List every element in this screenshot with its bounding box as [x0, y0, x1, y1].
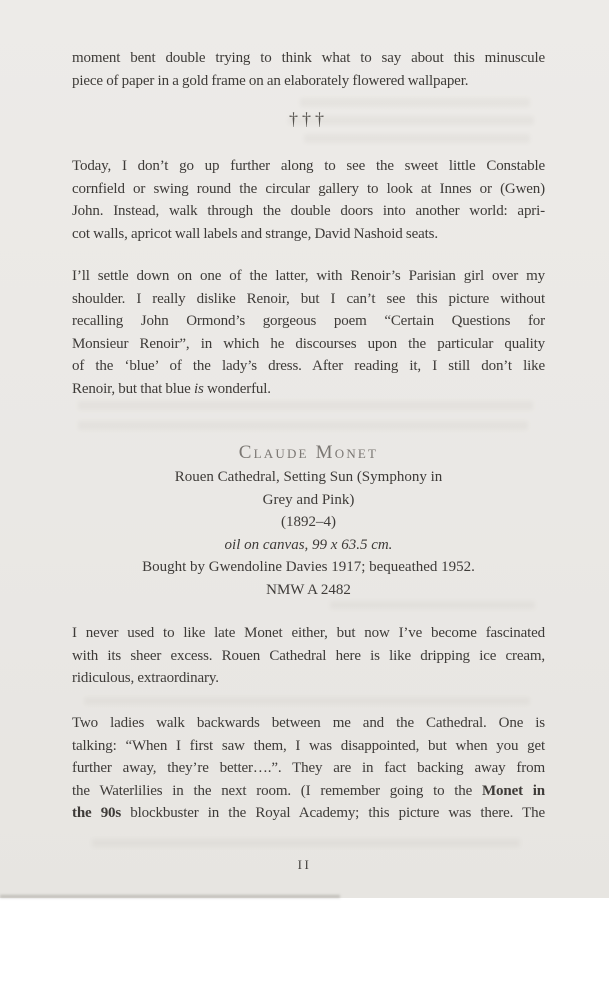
text-line: the Waterlilies in the next room. (I remember going to the Monet in — [72, 782, 545, 799]
text-line: moment bent double trying to think what to say about this minuscule — [72, 50, 545, 66]
text-line: I never used to like late Monet either, but now I’ve become fascinated — [72, 625, 545, 641]
text-line: (1892–4) — [281, 514, 336, 530]
bleed-through-artifact — [304, 134, 530, 143]
text-line: I’ll settle down on one of the latter, with Renoir’s Parisian girl over my — [72, 268, 545, 284]
text-line: Grey and Pink) — [262, 491, 355, 508]
catalogue-details — [72, 466, 545, 601]
text-line: ridiculous, extraordinary. — [72, 670, 219, 686]
paragraph — [72, 622, 545, 690]
paragraph — [72, 265, 545, 400]
text-line: Bought by Gwendoline Davies 1917; bequeathed 1952. — [142, 559, 475, 575]
artist-name-heading: Claude Monet — [238, 442, 379, 463]
dagger-ornament: ††† — [289, 109, 328, 129]
text-line: recalling John Ormond’s gorgeous poem “Certain Questions for — [72, 313, 545, 329]
bleed-through-artifact — [92, 839, 520, 847]
bleed-through-artifact — [84, 697, 530, 705]
text-line: talking: “When I first saw them, I was disappointed, but when you get — [72, 737, 545, 754]
text-line: Rouen Cathedral, Setting Sun (Symphony in — [174, 469, 443, 485]
text-line: John. Instead, walk through the double doors into another world: apri- — [72, 203, 545, 219]
paragraph — [72, 155, 545, 245]
text-line: Two ladies walk backwards between me and the Cathedral. One is — [72, 715, 545, 731]
text-line: Renoir, but that blue is wonderful. — [72, 380, 271, 397]
page-edge-shadow — [0, 895, 340, 898]
bleed-through-artifact — [330, 601, 535, 609]
text-line: NMW A 2482 — [266, 581, 351, 598]
text-line: with its sheer excess. Rouen Cathedral here is like dripping ice cream, — [72, 647, 545, 664]
catalogue-entry — [72, 440, 545, 601]
paragraph — [72, 712, 545, 825]
bleed-through-artifact — [78, 421, 528, 430]
text-line: Monsieur Renoir”, in which he discourses upon the particular quality — [72, 335, 545, 352]
text-line: shoulder. I really dislike Renoir, but I can’t see this picture without — [72, 290, 545, 307]
text-line: cot walls, apricot wall labels and strange, David Nashoid seats. — [72, 225, 438, 242]
paragraph — [72, 47, 545, 92]
text-line: further away, they’re better….”. They are in fact backing away from — [72, 760, 545, 776]
text-line: Today, I don’t go up further along to see the sweet little Constable — [72, 158, 545, 174]
text-line: the 90s blockbuster in the Royal Academy; this picture was there. The — [72, 805, 546, 821]
bleed-through-artifact — [78, 401, 533, 410]
text-line: of the ‘blue’ of the lady’s dress. After reading it, I still don’t like — [72, 358, 545, 374]
text-line: oil on canvas, 99 x 63.5 cm. — [224, 536, 393, 553]
text-line: piece of paper in a gold frame on an elaborately flowered wallpaper. — [72, 72, 469, 89]
text-line: cornfield or swing round the circular gallery to look at Innes or (Gwen) — [72, 180, 545, 197]
page-number: II — [297, 857, 312, 872]
